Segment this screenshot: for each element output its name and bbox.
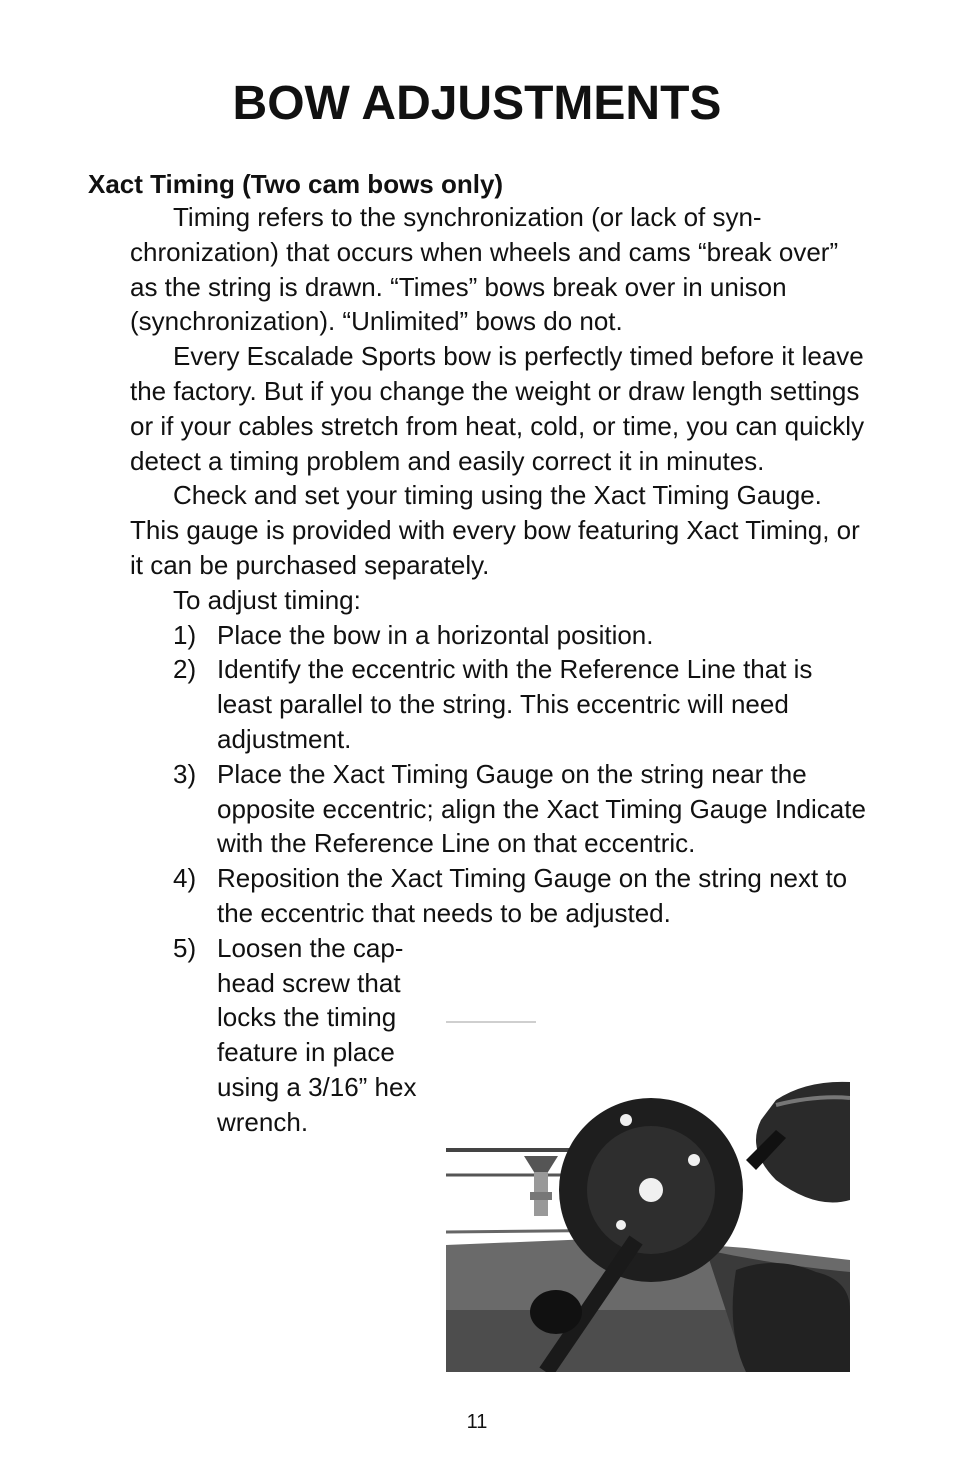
list-item [130,931,447,1140]
steps-intro: To adjust timing: [173,584,361,615]
step-text: Identify the eccentric with the Reference Line that is least parallel to the string. This eccentric will need adjustment. [217,654,813,754]
step-number: 5) [173,932,197,963]
step-number: 1) [173,619,197,650]
step-text: Place the bow in a horizontal position. [217,619,654,650]
paragraph: Timing refers to the synchronization (or lack of syn- chronization) that occurs when wheels and cams “break over” as the string is drawn. “Times” bows break over in unison (synchronization). “Unlimited” bows do not. [130,202,839,337]
section-heading: Xact Timing (Two cam bows only) [88,169,504,199]
step-text: Reposition the Xact Timing Gauge on the string next to the eccentric that needs to be adjusted. [217,863,848,928]
step-text: Loosen the cap- head screw that locks the timing feature in place using a 3/16” hex wrench. [217,932,417,1137]
step-number: 4) [173,863,197,894]
page-title: BOW ADJUSTMENTS [232,77,722,130]
paragraph: Check and set your timing using the Xact Timing Gauge. This gauge is provided with every bow featuring Xact Timing, or it can be purchased separately. [130,480,860,580]
list-item [130,757,870,861]
paragraph: Every Escalade Sports bow is perfectly timed before it leave the factory. But if you change the weight or draw length settings or if your cables stretch from heat, cold, or time, you can quickly detect a timing problem and easily correct it in minutes. [130,341,865,476]
step-number: 3) [173,758,197,789]
bow-eccentric-photo [446,1010,850,1372]
step-text: Place the Xact Timing Gauge on the string near the opposite eccentric; align the Xact Timing Gauge Indicate with the Reference Line on that eccentric. [217,758,866,859]
page-number: 11 [466,1411,488,1433]
list-item [130,861,870,931]
section-body [130,200,870,1140]
list-item [130,618,870,653]
list-item [130,652,870,756]
step-number: 2) [173,654,197,685]
